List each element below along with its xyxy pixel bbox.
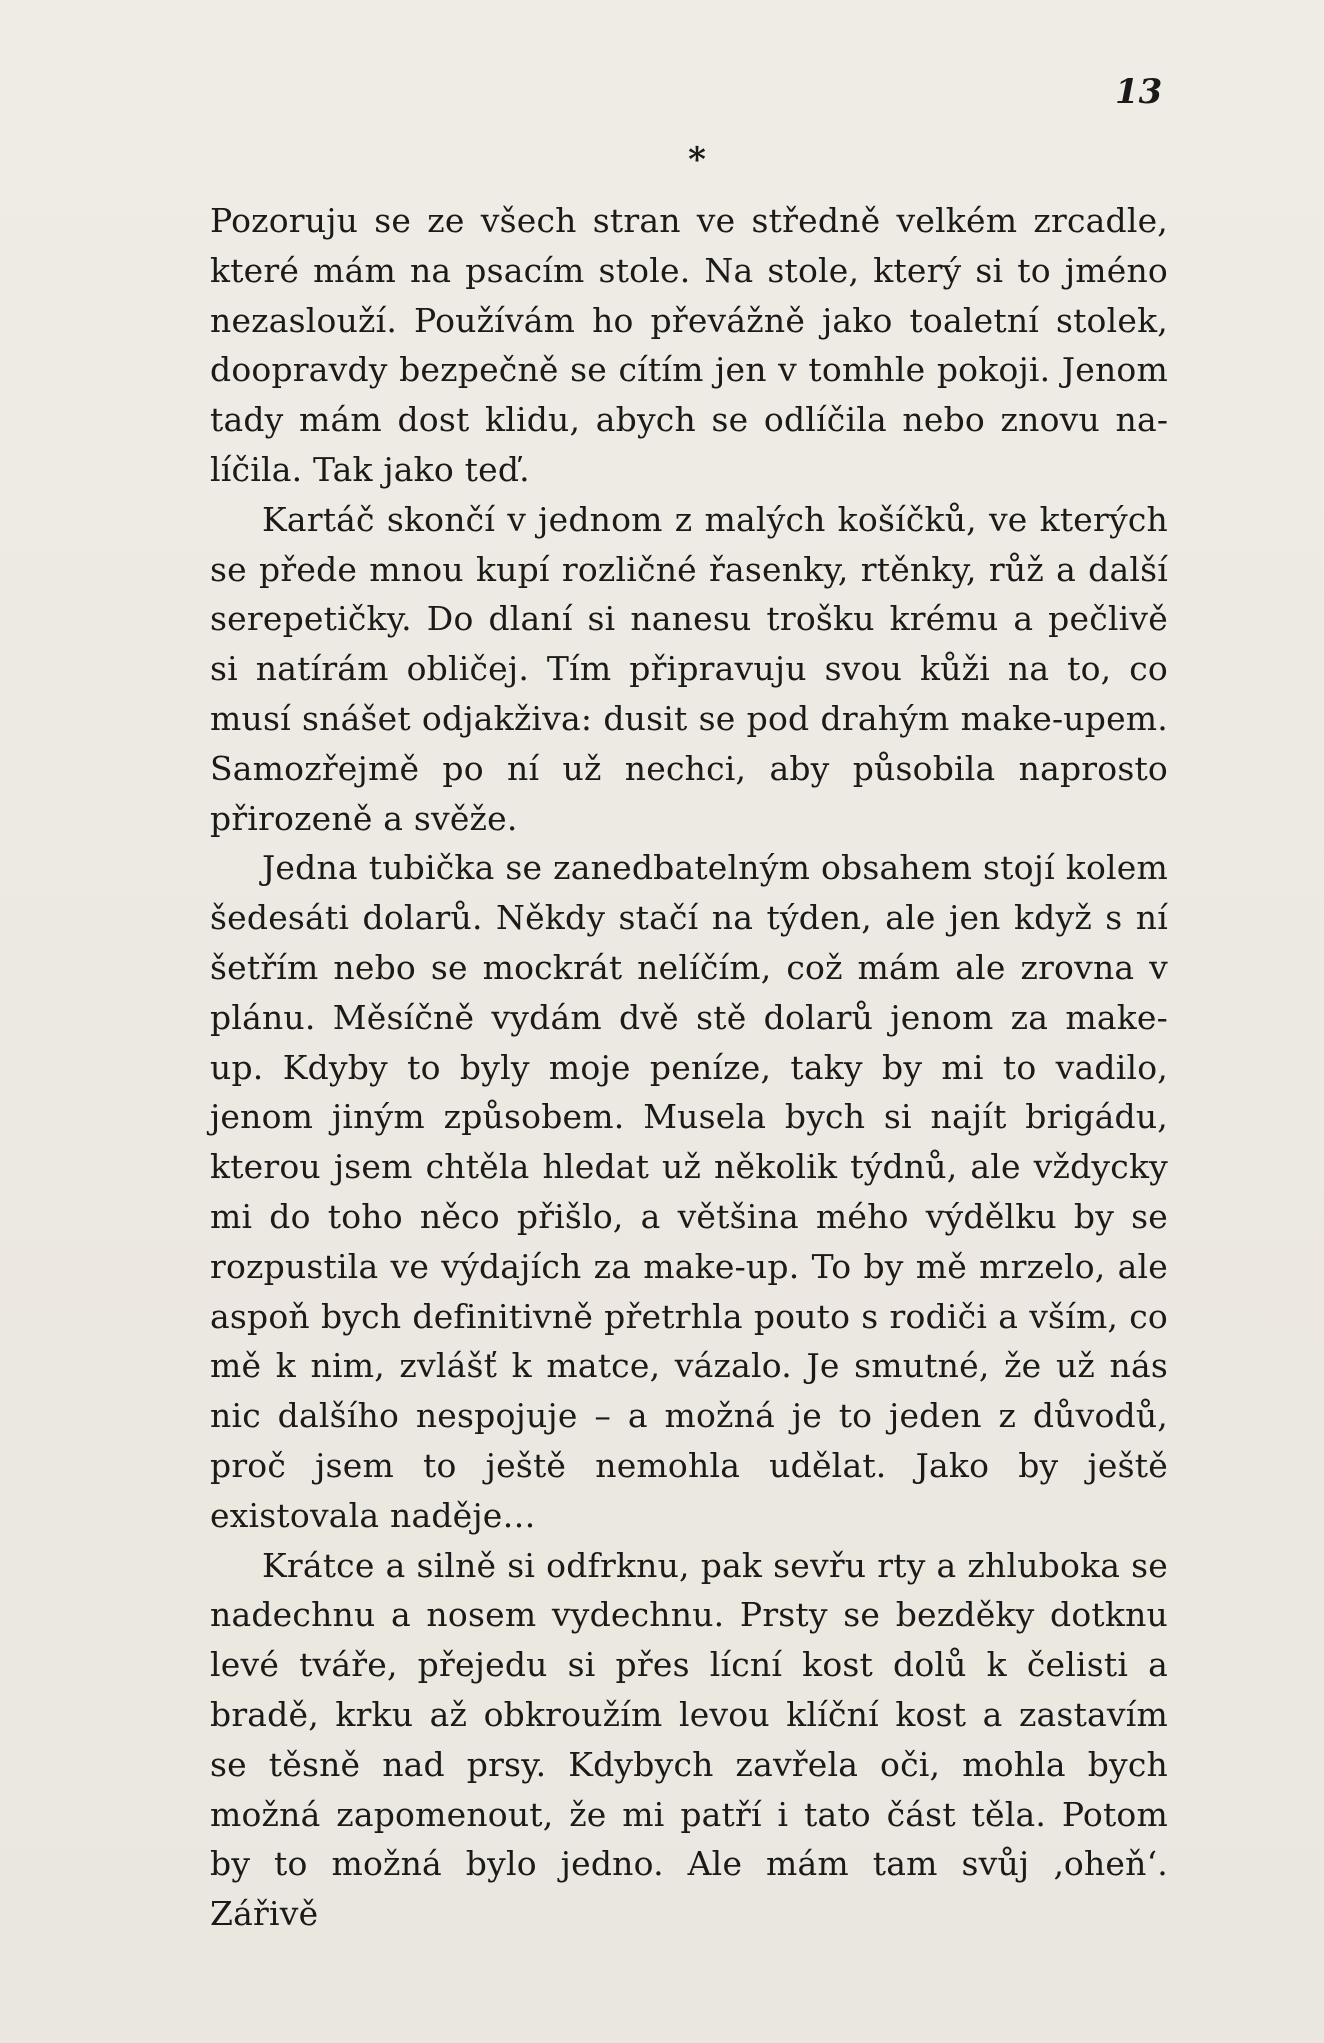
page-number: 13: [1115, 72, 1163, 112]
paragraph-4: Krátce a silně si odfrknu, pak sevřu rty a zhluboka se nadechnu a nosem vydechnu. Prsty se bezděky dotknu levé tváře, přejedu si přes lícní kost dolů k čelisti a bradě, krku až obkroužím levou klíční kost a zastavím se těsně nad prsy. Kdybych zavřela oči, mohla bych možná zapomenout, že mi patří i tato část těla. Potom by to možná bylo jedno. Ale mám tam svůj ‚oheň‘. Zářivě: [210, 1545, 1168, 1934]
section-separator: *: [688, 140, 706, 180]
paragraph-3: Jedna tubička se zanedbatelným obsahem stojí kolem šedesáti dolarů. Někdy stačí na týden, ale jen když s ní šetřím nebo se mockrát nelíčím, což mám ale zrovna v plánu. Měsíčně vydám dvě stě dolarů jenom za make-up. Kdyby to byly moje peníze, taky by mi to vadilo, jenom jiným způsobem. Musela bych si najít brigádu, kterou jsem chtěla hledat už několik týdnů, ale vždycky mi do toho něco přišlo, a většina mého výdělku by se rozpustila ve výdajích za make-up. To by mě mrzelo, ale aspoň bych definitivně přetrhla pouto s rodiči a vším, co mě k nim, zvlášť k matce, vázalo. Je smutné, že už nás nic dalšího nespojuje – a možná je to jeden z důvodů, proč jsem to ještě nemohla udělat. Jako by ještě existovala naděje…: [210, 848, 1168, 1535]
paragraph-2: Kartáč skončí v jednom z malých košíčků, ve kterých se přede mnou kupí rozličné řasenky, rtěnky, růž a další serepetičky. Do dlaní si nanesu trošku krému a pečlivě si natírám obličej. Tím připravuju svou kůži na to, co musí snášet odjakživa: dusit se pod drahým make-upem. Samozřejmě po ní už nechci, aby působila naprosto přirozeně a svěže.: [210, 499, 1168, 838]
paragraph-1: Pozoruju se ze všech stran ve středně velkém zrcadle, které mám na psacím stole. Na stole, který si to jméno nezaslouží. Používám ho převážně jako toaletní stolek, doopravdy bezpečně se cítím jen v tomhle pokoji. Jenom tady mám dost klidu, abych se odlíčila nebo znovu nalíčila. Tak jako teď.: [210, 201, 1168, 489]
body-text: [210, 196, 1168, 1939]
